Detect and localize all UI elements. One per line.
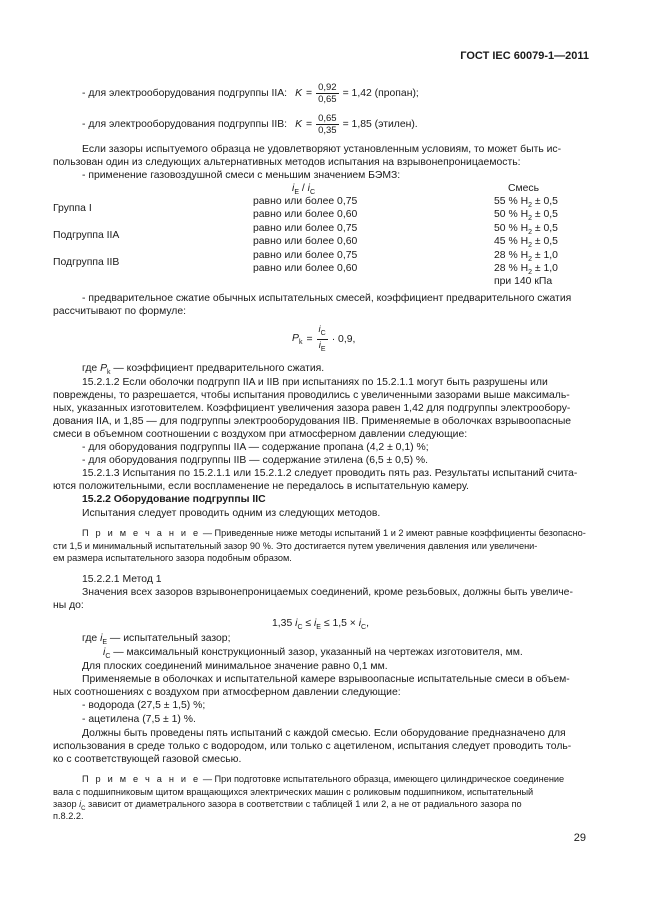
method1-mix1: Применяемые в оболочках и испытательной камере взрывоопасные испытательные смеси в объем- bbox=[82, 674, 570, 685]
method1-where-ie: где $i_E$ — испытательный зазор; bbox=[82, 633, 231, 647]
formula-pk-rhs: · 0,9, bbox=[331, 333, 356, 345]
method1-flat: Для плоских соединений минимальное значение равно 0,1 мм. bbox=[82, 661, 388, 672]
note2-line4: п.8.2.2. bbox=[53, 811, 84, 821]
formula-k-iib bbox=[82, 113, 418, 136]
method1-five2: использования в среде только с водородом, или только с ацетиленом, испытания следует проводить толь- bbox=[53, 741, 572, 752]
table-row-mix: 50 % $H_2 \pm 0,5$ bbox=[494, 209, 558, 223]
formula-iia-k: K bbox=[295, 88, 303, 99]
note2-line1 bbox=[82, 773, 564, 785]
method1-heading: 15.2.2.1 Метод 1 bbox=[82, 574, 162, 585]
formula-pk-fraction bbox=[317, 324, 328, 355]
formula-iib-eq: = bbox=[306, 119, 313, 130]
para-15212-line7: - для оборудования подгруппы IIB — содержание этилена (6,5 ± 0,5) %. bbox=[82, 455, 429, 466]
method1-line1: Значения всех зазоров взрывонепроницаемых соединений, кроме резьбовых, должны быть увеличе- bbox=[82, 587, 573, 598]
table-pressure-note: при 140 кПа bbox=[494, 276, 553, 287]
where-pk: где $P_k$ — коэффициент предварительного сжатия. bbox=[82, 363, 325, 377]
table-row-group-2: Подгруппа IIA bbox=[53, 230, 120, 241]
para1-line2: пользован один из следующих альтернативных методов испытания на взрывонепроницаемость: bbox=[53, 157, 521, 168]
formula-pk bbox=[292, 324, 355, 355]
formula-pk-numerator: $i_C$ bbox=[317, 324, 328, 340]
table-row-group-1: Группа I bbox=[53, 203, 92, 214]
table-row-group-3: Подгруппа IIB bbox=[53, 257, 120, 268]
note1-text: — Приведенные ниже методы испытаний 1 и 2 имеют равные коэффициенты безопасно- bbox=[200, 528, 586, 538]
note1-line2: сти 1,5 и минимальный испытательный зазор 90 %. Это достигается путем увеличения давления или увеличени- bbox=[53, 541, 538, 551]
note1-line1 bbox=[82, 527, 586, 539]
page-number: 29 bbox=[573, 832, 586, 844]
table-row-mix: 28 % $H_2 \pm 1,0$ bbox=[494, 263, 558, 277]
method1-where-ic: $i_C$ — максимальный конструкционный зазор, указанный на чертежах изготовителя, мм. bbox=[103, 647, 523, 661]
table-row-ratio: равно или более 0,60 bbox=[253, 263, 358, 274]
formula-pk-denominator: $i_E$ bbox=[318, 339, 326, 353]
note1-line3: ем размера испытательного зазора подобным образом. bbox=[53, 553, 292, 563]
formula-iia-fraction bbox=[316, 82, 339, 105]
formula-iib-label: - для электрооборудования подгруппы IIB: bbox=[82, 119, 288, 130]
para2-line2: рассчитывают по формуле: bbox=[53, 306, 187, 317]
formula-iia-label: - для электрооборудования подгруппы IIA: bbox=[82, 88, 288, 99]
table-row-ratio: равно или более 0,75 bbox=[253, 250, 358, 261]
table-row-ratio: равно или более 0,75 bbox=[253, 196, 358, 207]
note2-line2: вала с подшипниковым щитом вращающихся электрических машин с роликовым подшипником, испытательный bbox=[53, 787, 534, 797]
note1-label: П р и м е ч а н и е bbox=[82, 528, 201, 538]
method1-five1: Должны быть проведены пять испытаний с каждой смесью. Если оборудование предназначено для bbox=[82, 728, 566, 739]
para1-line3: - применение газовоздушной смеси с меньшим значением БЭМЗ: bbox=[82, 170, 401, 181]
section-1522-text: Испытания следует проводить одним из следующих методов. bbox=[82, 508, 381, 519]
para-15212-line3: ных, указанных изготовителем. Коэффициент увеличения зазора равен 1,42 для подгруппы электрообору- bbox=[53, 403, 571, 414]
formula-iia-numerator: 0,92 bbox=[318, 82, 337, 93]
document-header: ГОСТ IEC 60079-1—2011 bbox=[460, 50, 589, 62]
para-15212-line4: дования IIA, и 1,85 — для подгруппы электрооборудования IIB. Применяемые в оболочках взрывоопасные bbox=[53, 416, 572, 427]
table-row-mix: 28 % $H_2 \pm 1,0$ bbox=[494, 250, 558, 264]
formula-k-iia bbox=[82, 82, 419, 105]
formula-pk-eq: = bbox=[306, 333, 313, 345]
para-15212-line2: повреждены, то разрешается, чтобы испытания проводились с увеличенными зазорами выше максималь- bbox=[53, 390, 570, 401]
table-header-ratio: $i_E / i_C$ bbox=[292, 183, 316, 197]
formula-iib-numerator: 0,65 bbox=[318, 113, 337, 124]
formula-iia-result: = 1,42 (пропан); bbox=[342, 88, 419, 99]
para-15212-line6: - для оборудования подгруппы IIA — содержание пропана (4,2 ± 0,1) %; bbox=[82, 442, 429, 453]
formula-iib-k: K bbox=[295, 119, 303, 130]
note2-line3: зазор $i_C$ зависит от диаметрального зазора в соответствии с таблицей 1 или 2, а не от радиального зазора по bbox=[53, 799, 522, 812]
para-15212-line1: 15.2.1.2 Если оболочки подгрупп IIA и IIB при испытаниях по 15.2.1.1 могут быть разрушены или bbox=[82, 377, 548, 388]
para-15213-line1: 15.2.1.3 Испытания по 15.2.1.1 или 15.2.1.2 следует проводить пять раз. Результаты испытаний счита- bbox=[82, 468, 578, 479]
table-header-mix: Смесь bbox=[508, 183, 540, 194]
para-15213-line2: ются положительными, если воспламенение не передалось в испытательную камеру. bbox=[53, 481, 469, 492]
table-row-mix: 55 % $H_2 \pm 0,5$ bbox=[494, 196, 558, 210]
formula-iib-result: = 1,85 (этилен). bbox=[342, 119, 418, 130]
section-heading-1522: 15.2.2 Оборудование подгруппы IIC bbox=[82, 494, 266, 505]
table-row-mix: 50 % $H_2 \pm 0,5$ bbox=[494, 223, 558, 237]
table-row-ratio: равно или более 0,75 bbox=[253, 223, 358, 234]
method1-five3: ко с соответствующей газовой смесью. bbox=[53, 754, 242, 765]
method1-acetylene: - ацетилена (7,5 ± 1) %. bbox=[82, 714, 196, 725]
formula-iia-denominator: 0,65 bbox=[318, 94, 337, 105]
method1-line2: ны до: bbox=[53, 600, 84, 611]
note2-text: — При подготовке испытательного образца, имеющего цилиндрическое соединение bbox=[200, 774, 565, 784]
method1-hydrogen: - водорода (27,5 ± 1,5) %; bbox=[82, 700, 206, 711]
method1-mix2: ных соотношениях с воздухом при атмосферном давлении следующие: bbox=[53, 687, 401, 698]
note2-label: П р и м е ч а н и е bbox=[82, 774, 201, 784]
formula-iib-fraction bbox=[316, 113, 339, 136]
table-row-ratio: равно или более 0,60 bbox=[253, 236, 358, 247]
para-15212-line5: смеси в объемном соотношении с воздухом при атмосферном давлении следующие: bbox=[53, 429, 468, 440]
table-row-mix: 45 % $H_2 \pm 0,5$ bbox=[494, 236, 558, 250]
formula-pk-lhs: $P_k$ bbox=[292, 332, 303, 346]
table-row-ratio: равно или более 0,60 bbox=[253, 209, 358, 220]
formula-iib-denominator: 0,35 bbox=[318, 125, 337, 136]
para2-line1: - предварительное сжатие обычных испытательных смесей, коэффициент предварительного сжатия bbox=[82, 293, 572, 304]
para1-line1: Если зазоры испытуемого образца не удовлетворяют установленным условиям, то может быть ис- bbox=[82, 144, 562, 155]
formula-iia-eq: = bbox=[306, 88, 313, 99]
method1-formula: 1,35 $i_C \le i_E \le 1,5 \times i_C$, bbox=[272, 618, 369, 632]
